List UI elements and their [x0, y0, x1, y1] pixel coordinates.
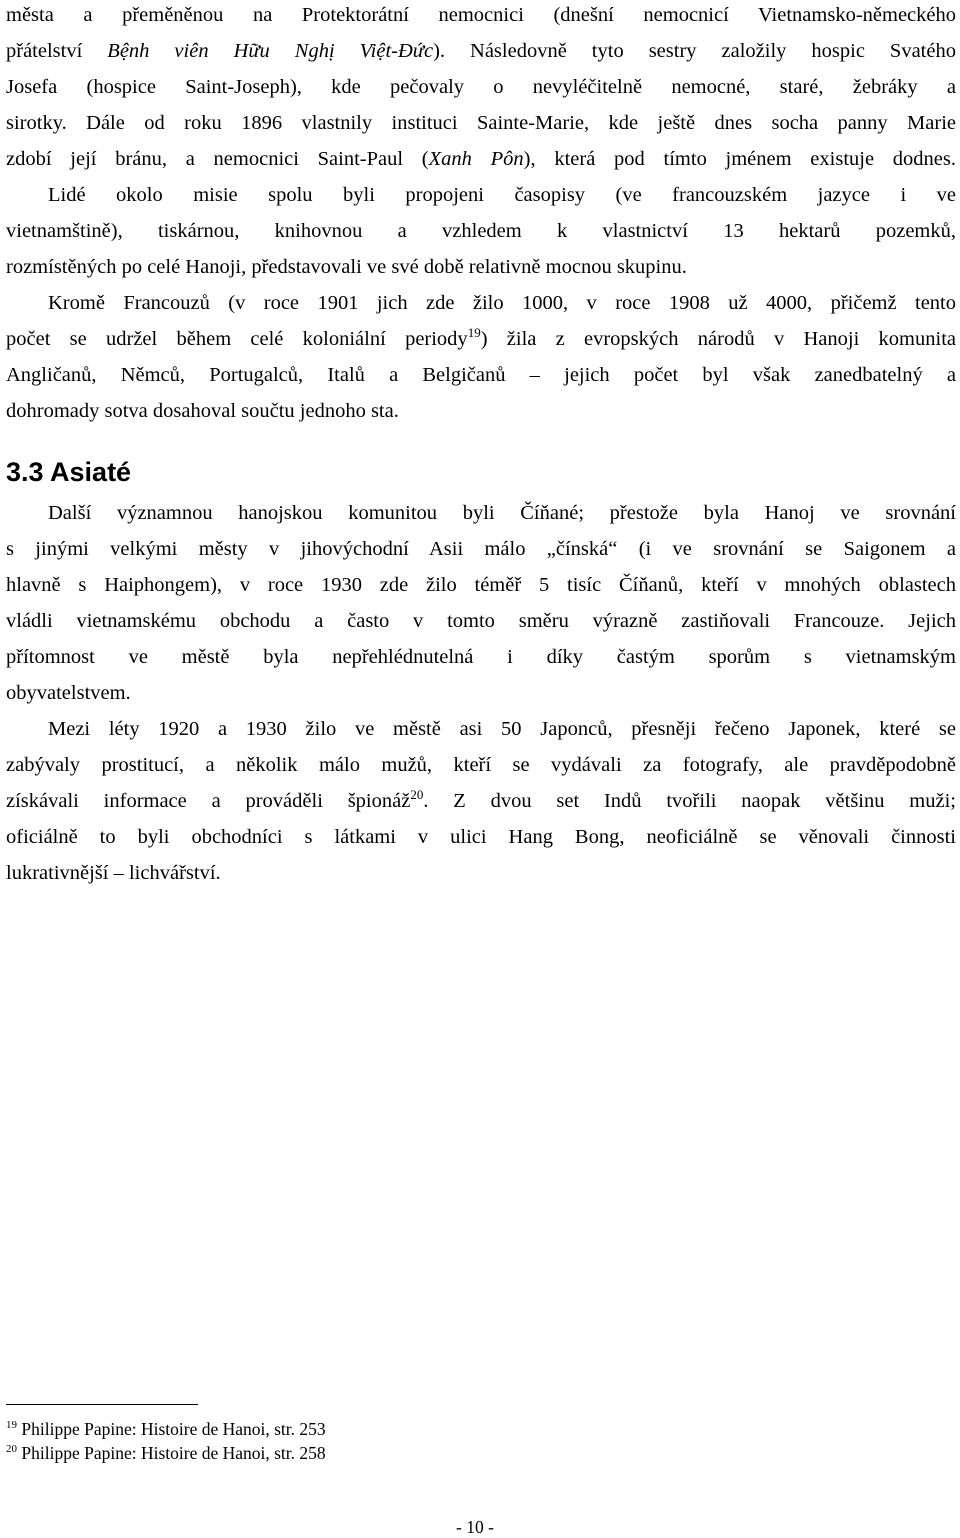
footnote: $^{20}$ Philippe Papine: Histoire de Hanoi, str. 258 — [6, 1443, 326, 1463]
paragraph-line: přátelství Bệnh viên Hữu Nghị Việt-Đức). Následovně tyto sestry založily hospic Svatého — [6, 40, 956, 62]
paragraph-line: Angličanů, Němců, Portugalců, Italů a Belgičanů – jejich počet byl však zanedbatelný a — [6, 364, 956, 386]
paragraph-line: města a přeměněnou na Protektorátní nemocnici (dnešní nemocnicí Vietnamsko-německého — [6, 4, 956, 26]
paragraph-line: lukrativnější – lichvářství. — [6, 862, 221, 884]
paragraph-line: oficiálně to byli obchodníci s látkami v ulici Hang Bong, neoficiálně se věnovali činnosti — [6, 826, 956, 848]
paragraph-line: počet se udržel během celé koloniální periody$^{19}$) žila z evropských národů v Hanoji komunita — [6, 325, 956, 350]
paragraph-line: Lidé okolo misie spolu byli propojeni časopisy (ve francouzském jazyce i ve — [48, 184, 956, 206]
page-number: - 10 - — [456, 1517, 494, 1537]
footnote: $^{19}$ Philippe Papine: Histoire de Hanoi, str. 253 — [6, 1419, 326, 1439]
footnote-number: 20 — [6, 1443, 17, 1455]
paragraph-line: rozmístěných po celé Hanoji, představovali ve své době relativně mocnou skupinu. — [6, 256, 687, 278]
footnote-ref: 19 — [467, 325, 481, 340]
paragraph-line: vietnamštině), tiskárnou, knihovnou a vzhledem k vlastnictví 13 hektarů pozemků, — [6, 220, 956, 242]
paragraph-line: obyvatelstvem. — [6, 682, 131, 704]
paragraph-line: Josefa (hospice Saint-Joseph), kde pečovaly o nevyléčitelně nemocné, staré, žebráky a — [6, 76, 956, 98]
footnote-number: 19 — [6, 1419, 17, 1431]
paragraph-line: Kromě Francouzů (v roce 1901 jich zde žilo 1000, v roce 1908 už 4000, přičemž tento — [48, 292, 956, 314]
italic-term: Xanh Pôn — [428, 148, 524, 170]
paragraph-line: získávali informace a prováděli špionáž$^{20}$. Z dvou set Indů tvořili naopak většinu muži; — [6, 787, 956, 812]
paragraph-line: přítomnost ve městě byla nepřehlédnutelná i díky častým sporům s vietnamským — [6, 646, 956, 668]
footnote-separator — [6, 1404, 198, 1405]
italic-term: Bệnh viên Hữu Nghị Việt-Đức — [107, 40, 434, 62]
paragraph-line: hlavně s Haiphongem), v roce 1930 zde žilo téměř 5 tisíc Číňanů, kteří v mnohých oblastech — [6, 574, 956, 596]
paragraph-line: Mezi léty 1920 a 1930 žilo ve městě asi 50 Japonců, přesněji řečeno Japonek, které se — [48, 718, 956, 740]
paragraph-line: vládli vietnamskému obchodu a často v tomto směru výrazně zastiňovali Francouze. Jejich — [6, 610, 956, 632]
footnote-ref: 20 — [410, 787, 424, 802]
paragraph-line: sirotky. Dále od roku 1896 vlastnily instituci Sainte-Marie, kde ještě dnes socha panny Marie — [6, 112, 956, 134]
paragraph-line: zabývaly prostitucí, a několik málo mužů, kteří se vydávali za fotografy, ale pravděpodobně — [6, 754, 956, 776]
paragraph-line: zdobí její bránu, a nemocnici Saint-Paul (Xanh Pôn), která pod tímto jménem existuje dodnes. — [6, 148, 957, 170]
paragraph-line: dohromady sotva dosahoval součtu jednoho sta. — [6, 400, 399, 422]
paragraph-line: Další významnou hanojskou komunitou byli Číňané; přestože byla Hanoj ve srovnání — [48, 502, 956, 524]
paragraph-line: s jinými velkými městy v jihovýchodní Asii málo „čínská“ (i ve srovnání se Saigonem a — [6, 538, 956, 560]
section-heading: 3.3 Asiaté — [6, 457, 132, 487]
